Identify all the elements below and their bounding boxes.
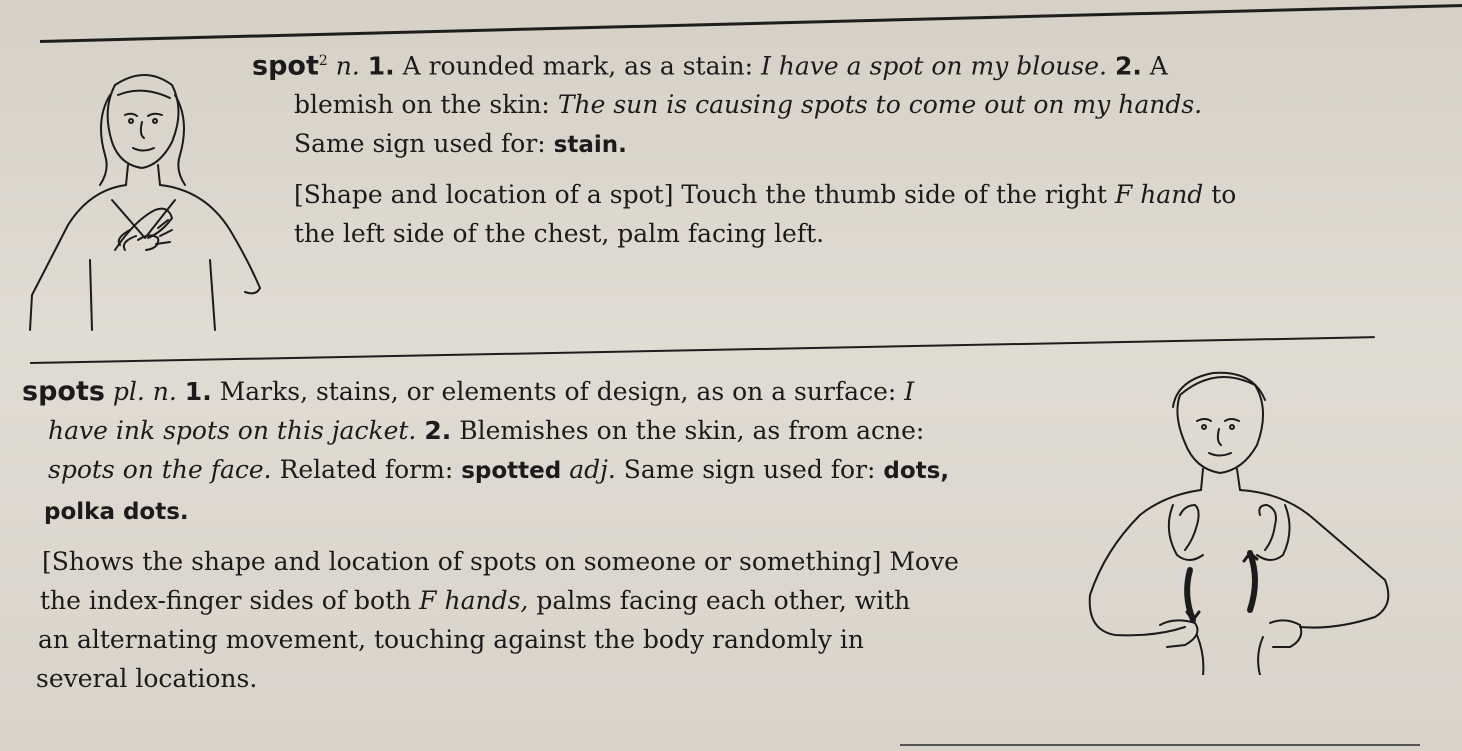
same-sign-label: Same sign used for: <box>294 129 546 159</box>
part-of-speech: pl. n. <box>112 377 177 406</box>
sense-number-1: 1. <box>367 51 395 81</box>
example-2: spots on the face. <box>48 455 272 484</box>
handshape-term: F hand <box>1114 180 1204 210</box>
example-2: The sun is causing spots to come out on my hands. <box>557 90 1203 120</box>
related-form-word: spotted <box>461 458 562 484</box>
headword-spot: spot <box>252 50 319 82</box>
example-1: I have a spot on my blouse. <box>760 51 1107 81</box>
description-text-2a: the index-finger sides of both <box>40 586 412 615</box>
entry-spots-description-line-4 <box>22 659 1092 698</box>
handshape-term: F hands, <box>419 586 529 615</box>
entry-spot <box>252 42 1352 253</box>
entry-spots <box>22 372 1092 698</box>
entry-spots-line-4 <box>22 491 1092 532</box>
definition-1: A rounded mark, as a stain: <box>402 51 753 81</box>
related-form-pos: adj. <box>569 455 616 484</box>
entry-spot-description-line-1 <box>252 175 1352 214</box>
description-text-2c: palms facing each other, with <box>536 586 911 615</box>
example-1-start: I <box>904 377 915 406</box>
headword-spots: spots <box>22 376 105 407</box>
entry-spots-description-line-3 <box>22 620 1092 659</box>
sign-illustration-spot <box>20 60 270 335</box>
same-sign-word-1: dots, <box>883 458 950 484</box>
description-text-1: [Shows the shape and location of spots on someone or something] Move <box>42 547 959 576</box>
sense-number-1: 1. <box>184 377 212 406</box>
sense-number-2: 2. <box>424 416 452 445</box>
entry-spots-description-line-2 <box>22 581 1092 620</box>
definition-2: blemish on the skin: <box>294 90 550 120</box>
entry-spots-line-2 <box>22 411 1092 450</box>
entry-spot-line-1 <box>252 42 1352 85</box>
homograph-number: 2 <box>318 53 328 69</box>
entry-spots-line-3 <box>22 450 1092 491</box>
entry-spots-line-1 <box>22 372 1092 411</box>
entry-spot-description-line-2 <box>252 214 1352 253</box>
description-text-3: an alternating movement, touching against the body randomly in <box>38 625 864 654</box>
definition-2-start: A <box>1149 51 1168 81</box>
description-text-end: the left side of the chest, palm facing left. <box>294 219 825 249</box>
same-sign-word: stain. <box>553 132 627 159</box>
sign-illustration-spots <box>1085 355 1405 675</box>
entry-spot-line-3 <box>252 124 1352 165</box>
description-text-cont: to <box>1211 180 1237 210</box>
definition-1: Marks, stains, or elements of design, as on a surface: <box>219 377 897 406</box>
description-text-4: several locations. <box>36 664 258 693</box>
same-sign-word-2: polka dots. <box>44 499 189 525</box>
entry-spots-description-line-1 <box>22 542 1092 581</box>
same-sign-label: Same sign used for: <box>623 455 876 484</box>
entry-spot-line-2 <box>252 85 1352 124</box>
example-1: have ink spots on this jacket. <box>48 416 417 445</box>
description-text: [Shape and location of a spot] Touch the thumb side of the right <box>294 180 1107 210</box>
part-of-speech: n. <box>335 51 360 81</box>
bottom-rule <box>900 744 1420 746</box>
related-form-label: Related form: <box>279 455 454 484</box>
top-rule <box>40 4 1462 43</box>
definition-2: Blemishes on the skin, as from acne: <box>459 416 925 445</box>
sense-number-2: 2. <box>1114 51 1142 81</box>
